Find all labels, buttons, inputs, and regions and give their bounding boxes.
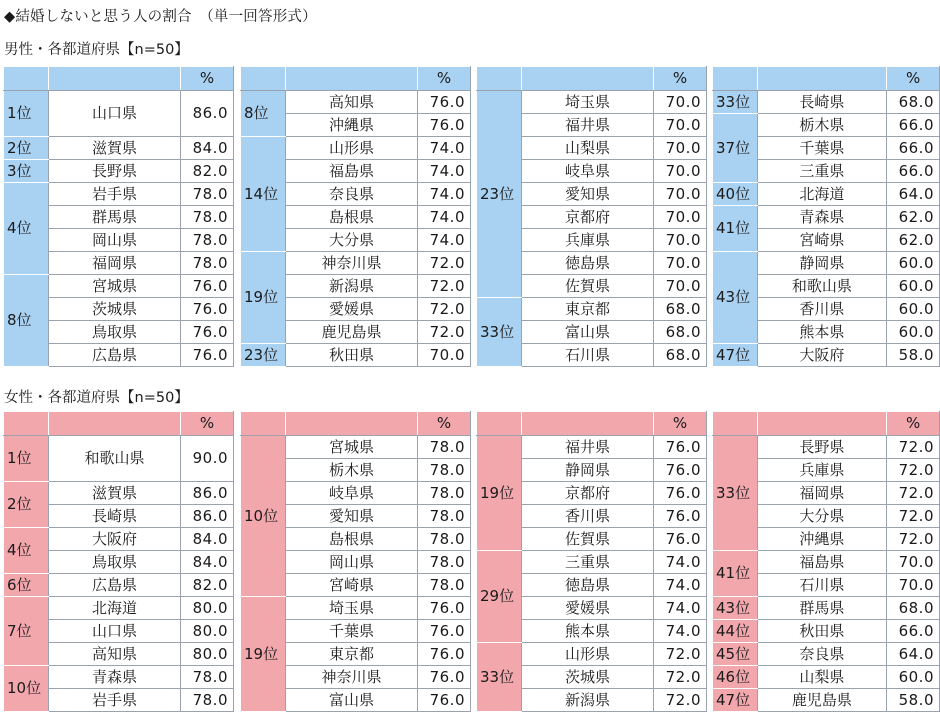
- rank-label: 29位: [477, 551, 522, 643]
- percentage-value: 64.0: [887, 183, 940, 206]
- prefecture-name: 青森県: [757, 206, 887, 229]
- table-row: [477, 551, 707, 574]
- female-table-3: [476, 411, 707, 712]
- percentage-value: 70.0: [654, 137, 707, 160]
- prefecture-name: 和歌山県: [757, 275, 887, 298]
- prefecture-name: 三重県: [757, 160, 887, 183]
- table-row: [241, 252, 471, 275]
- prefecture-name: 岐阜県: [522, 160, 654, 183]
- table-row: [4, 666, 234, 689]
- rank-label: 1位: [4, 91, 49, 137]
- unit-header: %: [418, 412, 471, 436]
- prefecture-name: 愛媛県: [286, 298, 418, 321]
- female-table-4: [712, 411, 940, 712]
- prefecture-name: 香川県: [522, 505, 654, 528]
- male-section-label: 男性・各都道府県【n=50】: [4, 42, 189, 58]
- percentage-value: 78.0: [418, 459, 471, 482]
- rank-label: 33位: [477, 643, 522, 712]
- rank-label: 40位: [713, 183, 758, 206]
- percentage-value: 76.0: [654, 436, 707, 459]
- percentage-value: 76.0: [181, 321, 234, 344]
- percentage-value: 76.0: [181, 344, 234, 367]
- table-row: [477, 298, 707, 321]
- rank-label: 43位: [713, 597, 758, 620]
- table-row: [241, 344, 471, 367]
- rank-label: 23位: [241, 344, 286, 367]
- rank-label: 47位: [713, 689, 758, 712]
- percentage-value: 74.0: [418, 137, 471, 160]
- prefecture-name: 佐賀県: [522, 275, 654, 298]
- prefecture-name: 石川県: [522, 344, 654, 367]
- table-row: [4, 436, 234, 482]
- percentage-value: 74.0: [418, 160, 471, 183]
- prefecture-name: 福岡県: [757, 482, 887, 505]
- percentage-value: 66.0: [887, 160, 940, 183]
- prefecture-name: 三重県: [522, 551, 654, 574]
- prefecture-name: 宮崎県: [286, 574, 418, 597]
- rank-label: 37位: [713, 114, 758, 183]
- prefecture-name: 福井県: [522, 114, 654, 137]
- prefecture-name: 栃木県: [286, 459, 418, 482]
- percentage-value: 60.0: [887, 666, 940, 689]
- table-row: [241, 91, 471, 114]
- table-row: [4, 183, 234, 206]
- table-row: [713, 114, 940, 137]
- prefecture-name: 山梨県: [757, 666, 887, 689]
- prefecture-name: 山形県: [522, 643, 654, 666]
- prefecture-name: 山口県: [49, 620, 181, 643]
- percentage-value: 70.0: [654, 275, 707, 298]
- prefecture-name: 新潟県: [522, 689, 654, 712]
- percentage-value: 78.0: [181, 229, 234, 252]
- male-table-4: [712, 66, 940, 367]
- percentage-value: 78.0: [418, 482, 471, 505]
- prefecture-name: 鹿児島県: [286, 321, 418, 344]
- prefecture-name: 沖縄県: [286, 114, 418, 137]
- prefecture-name: 高知県: [286, 91, 418, 114]
- rank-label: 33位: [477, 298, 522, 367]
- rank-label: 6位: [4, 574, 49, 597]
- percentage-value: 76.0: [181, 298, 234, 321]
- rank-label: 8位: [241, 91, 286, 137]
- percentage-value: 76.0: [654, 482, 707, 505]
- percentage-value: 74.0: [654, 551, 707, 574]
- rank-label: 47位: [713, 344, 758, 367]
- unit-header: %: [654, 67, 707, 91]
- prefecture-name: 京都府: [522, 482, 654, 505]
- percentage-value: 66.0: [887, 137, 940, 160]
- prefecture-name: 富山県: [286, 689, 418, 712]
- prefecture-name: 奈良県: [757, 643, 887, 666]
- prefecture-name: 福島県: [757, 551, 887, 574]
- rank-label: 4位: [4, 528, 49, 574]
- percentage-value: 70.0: [654, 183, 707, 206]
- prefecture-name: 岐阜県: [286, 482, 418, 505]
- rank-label: 1位: [4, 436, 49, 482]
- percentage-value: 80.0: [181, 597, 234, 620]
- percentage-value: 76.0: [418, 620, 471, 643]
- prefecture-name: 愛知県: [522, 183, 654, 206]
- prefecture-name: 鹿児島県: [757, 689, 887, 712]
- percentage-value: 72.0: [418, 252, 471, 275]
- percentage-value: 72.0: [887, 505, 940, 528]
- table-row: [241, 436, 471, 459]
- table-row: [477, 643, 707, 666]
- percentage-value: 68.0: [654, 298, 707, 321]
- prefecture-name: 神奈川県: [286, 252, 418, 275]
- percentage-value: 70.0: [654, 229, 707, 252]
- table-row: [477, 436, 707, 459]
- prefecture-name: 滋賀県: [49, 137, 181, 160]
- percentage-value: 78.0: [181, 252, 234, 275]
- table-row: [4, 137, 234, 160]
- percentage-value: 76.0: [418, 91, 471, 114]
- prefecture-name: 長野県: [49, 160, 181, 183]
- percentage-value: 66.0: [887, 620, 940, 643]
- rank-label: 2位: [4, 137, 49, 160]
- rank-label: 46位: [713, 666, 758, 689]
- percentage-value: 80.0: [181, 643, 234, 666]
- prefecture-name: 長崎県: [49, 505, 181, 528]
- table-row: [713, 183, 940, 206]
- percentage-value: 72.0: [418, 298, 471, 321]
- unit-header: %: [887, 412, 940, 436]
- prefecture-name: 福井県: [522, 436, 654, 459]
- percentage-value: 76.0: [418, 643, 471, 666]
- rank-label: 41位: [713, 551, 758, 597]
- percentage-value: 72.0: [887, 436, 940, 459]
- percentage-value: 62.0: [887, 206, 940, 229]
- prefecture-name: 秋田県: [757, 620, 887, 643]
- percentage-value: 78.0: [181, 689, 234, 712]
- prefecture-name: 沖縄県: [757, 528, 887, 551]
- table-row: [713, 643, 940, 666]
- prefecture-name: 群馬県: [49, 206, 181, 229]
- prefecture-name: 茨城県: [49, 298, 181, 321]
- percentage-value: 72.0: [887, 482, 940, 505]
- percentage-value: 72.0: [654, 643, 707, 666]
- prefecture-name: 大阪府: [49, 528, 181, 551]
- percentage-value: 74.0: [418, 229, 471, 252]
- rank-label: 10位: [241, 436, 286, 597]
- prefecture-name: 千葉県: [286, 620, 418, 643]
- percentage-value: 80.0: [181, 620, 234, 643]
- prefecture-name: 茨城県: [522, 666, 654, 689]
- prefecture-name: 福岡県: [49, 252, 181, 275]
- table-row: [713, 620, 940, 643]
- rank-label: 44位: [713, 620, 758, 643]
- prefecture-name: 和歌山県: [49, 436, 181, 482]
- percentage-value: 62.0: [887, 229, 940, 252]
- percentage-value: 82.0: [181, 574, 234, 597]
- percentage-value: 70.0: [887, 574, 940, 597]
- table-row: [4, 574, 234, 597]
- table-row: [713, 666, 940, 689]
- percentage-value: 86.0: [181, 482, 234, 505]
- rank-label: 45位: [713, 643, 758, 666]
- page-title: ◆結婚しないと思う人の割合 （単一回答形式）: [4, 9, 317, 25]
- percentage-value: 66.0: [887, 114, 940, 137]
- rank-label: 7位: [4, 597, 49, 666]
- percentage-value: 78.0: [418, 551, 471, 574]
- percentage-value: 70.0: [654, 91, 707, 114]
- percentage-value: 60.0: [887, 252, 940, 275]
- prefecture-name: 滋賀県: [49, 482, 181, 505]
- prefecture-name: 山梨県: [522, 137, 654, 160]
- prefecture-name: 北海道: [757, 183, 887, 206]
- prefecture-name: 埼玉県: [522, 91, 654, 114]
- prefecture-name: 群馬県: [757, 597, 887, 620]
- prefecture-name: 東京都: [286, 643, 418, 666]
- percentage-value: 68.0: [654, 321, 707, 344]
- percentage-value: 70.0: [418, 344, 471, 367]
- prefecture-name: 福島県: [286, 160, 418, 183]
- prefecture-name: 千葉県: [757, 137, 887, 160]
- percentage-value: 74.0: [654, 574, 707, 597]
- percentage-value: 86.0: [181, 505, 234, 528]
- table-row: [4, 275, 234, 298]
- rank-label: 19位: [241, 252, 286, 344]
- rank-label: 41位: [713, 206, 758, 252]
- rank-label: 4位: [4, 183, 49, 275]
- percentage-value: 78.0: [418, 436, 471, 459]
- percentage-value: 72.0: [887, 459, 940, 482]
- prefecture-name: 高知県: [49, 643, 181, 666]
- percentage-value: 90.0: [181, 436, 234, 482]
- prefecture-name: 熊本県: [522, 620, 654, 643]
- percentage-value: 72.0: [418, 321, 471, 344]
- prefecture-name: 鳥取県: [49, 551, 181, 574]
- rank-label: 10位: [4, 666, 49, 712]
- percentage-value: 70.0: [654, 160, 707, 183]
- percentage-value: 76.0: [418, 114, 471, 137]
- prefecture-name: 北海道: [49, 597, 181, 620]
- percentage-value: 76.0: [654, 505, 707, 528]
- percentage-value: 84.0: [181, 551, 234, 574]
- percentage-value: 68.0: [887, 597, 940, 620]
- table-row: [4, 482, 234, 505]
- table-row: [713, 252, 940, 275]
- percentage-value: 74.0: [418, 183, 471, 206]
- percentage-value: 84.0: [181, 137, 234, 160]
- prefecture-name: 大阪府: [757, 344, 887, 367]
- table-row: [241, 137, 471, 160]
- percentage-value: 70.0: [654, 206, 707, 229]
- rank-label: 23位: [477, 91, 522, 298]
- percentage-value: 76.0: [418, 666, 471, 689]
- table-row: [241, 597, 471, 620]
- table-row: [4, 91, 234, 137]
- percentage-value: 74.0: [654, 620, 707, 643]
- percentage-value: 64.0: [887, 643, 940, 666]
- percentage-value: 70.0: [654, 114, 707, 137]
- percentage-value: 76.0: [654, 459, 707, 482]
- prefecture-name: 青森県: [49, 666, 181, 689]
- male-table-1: [3, 66, 234, 367]
- prefecture-name: 大分県: [286, 229, 418, 252]
- prefecture-name: 埼玉県: [286, 597, 418, 620]
- percentage-value: 72.0: [654, 689, 707, 712]
- percentage-value: 70.0: [654, 252, 707, 275]
- prefecture-name: 徳島県: [522, 252, 654, 275]
- prefecture-name: 山形県: [286, 137, 418, 160]
- percentage-value: 72.0: [654, 666, 707, 689]
- prefecture-name: 島根県: [286, 206, 418, 229]
- table-row: [713, 436, 940, 459]
- female-table-2: [240, 411, 471, 712]
- percentage-value: 58.0: [887, 344, 940, 367]
- percentage-value: 60.0: [887, 298, 940, 321]
- prefecture-name: 徳島県: [522, 574, 654, 597]
- prefecture-name: 熊本県: [757, 321, 887, 344]
- prefecture-name: 佐賀県: [522, 528, 654, 551]
- prefecture-name: 静岡県: [522, 459, 654, 482]
- prefecture-name: 東京都: [522, 298, 654, 321]
- percentage-value: 74.0: [418, 206, 471, 229]
- female-table-1: [3, 411, 234, 712]
- percentage-value: 78.0: [418, 505, 471, 528]
- prefecture-name: 奈良県: [286, 183, 418, 206]
- percentage-value: 76.0: [654, 528, 707, 551]
- prefecture-name: 富山県: [522, 321, 654, 344]
- rank-label: 8位: [4, 275, 49, 367]
- male-table-2: [240, 66, 471, 367]
- table-row: [713, 206, 940, 229]
- table-row: [713, 91, 940, 114]
- percentage-value: 76.0: [418, 597, 471, 620]
- prefecture-name: 山口県: [49, 91, 181, 137]
- prefecture-name: 大分県: [757, 505, 887, 528]
- table-row: [713, 689, 940, 712]
- percentage-value: 72.0: [887, 528, 940, 551]
- prefecture-name: 岩手県: [49, 689, 181, 712]
- rank-label: 14位: [241, 137, 286, 252]
- unit-header: %: [181, 412, 234, 436]
- prefecture-name: 栃木県: [757, 114, 887, 137]
- prefecture-name: 宮城県: [49, 275, 181, 298]
- prefecture-name: 秋田県: [286, 344, 418, 367]
- percentage-value: 78.0: [418, 574, 471, 597]
- percentage-value: 58.0: [887, 689, 940, 712]
- rank-label: 19位: [477, 436, 522, 551]
- table-row: [713, 597, 940, 620]
- percentage-value: 78.0: [181, 183, 234, 206]
- prefecture-name: 神奈川県: [286, 666, 418, 689]
- rank-label: 33位: [713, 91, 758, 114]
- prefecture-name: 岡山県: [49, 229, 181, 252]
- prefecture-name: 長崎県: [757, 91, 887, 114]
- percentage-value: 60.0: [887, 321, 940, 344]
- prefecture-name: 宮城県: [286, 436, 418, 459]
- prefecture-name: 兵庫県: [522, 229, 654, 252]
- prefecture-name: 香川県: [757, 298, 887, 321]
- rank-label: 3位: [4, 160, 49, 183]
- table-row: [4, 597, 234, 620]
- prefecture-name: 岩手県: [49, 183, 181, 206]
- prefecture-name: 岡山県: [286, 551, 418, 574]
- prefecture-name: 京都府: [522, 206, 654, 229]
- percentage-value: 78.0: [181, 206, 234, 229]
- prefecture-name: 兵庫県: [757, 459, 887, 482]
- male-table-3: [476, 66, 707, 367]
- prefecture-name: 広島県: [49, 344, 181, 367]
- percentage-value: 82.0: [181, 160, 234, 183]
- prefecture-name: 鳥取県: [49, 321, 181, 344]
- percentage-value: 78.0: [418, 528, 471, 551]
- prefecture-name: 島根県: [286, 528, 418, 551]
- percentage-value: 84.0: [181, 528, 234, 551]
- prefecture-name: 愛媛県: [522, 597, 654, 620]
- unit-header: %: [887, 67, 940, 91]
- prefecture-name: 愛知県: [286, 505, 418, 528]
- table-row: [4, 528, 234, 551]
- percentage-value: 74.0: [654, 597, 707, 620]
- unit-header: %: [181, 67, 234, 91]
- prefecture-name: 長野県: [757, 436, 887, 459]
- percentage-value: 68.0: [887, 91, 940, 114]
- percentage-value: 70.0: [887, 551, 940, 574]
- percentage-value: 72.0: [418, 275, 471, 298]
- rank-label: 33位: [713, 436, 758, 551]
- table-row: [477, 91, 707, 114]
- table-row: [713, 551, 940, 574]
- rank-label: 19位: [241, 597, 286, 712]
- percentage-value: 60.0: [887, 275, 940, 298]
- prefecture-name: 宮崎県: [757, 229, 887, 252]
- prefecture-name: 石川県: [757, 574, 887, 597]
- percentage-value: 68.0: [654, 344, 707, 367]
- percentage-value: 76.0: [418, 689, 471, 712]
- table-row: [4, 160, 234, 183]
- prefecture-name: 新潟県: [286, 275, 418, 298]
- prefecture-name: 静岡県: [757, 252, 887, 275]
- unit-header: %: [418, 67, 471, 91]
- percentage-value: 86.0: [181, 91, 234, 137]
- unit-header: %: [654, 412, 707, 436]
- percentage-value: 78.0: [181, 666, 234, 689]
- prefecture-name: 広島県: [49, 574, 181, 597]
- percentage-value: 76.0: [181, 275, 234, 298]
- female-section-label: 女性・各都道府県【n=50】: [4, 390, 189, 406]
- rank-label: 2位: [4, 482, 49, 528]
- rank-label: 43位: [713, 252, 758, 344]
- table-row: [713, 344, 940, 367]
